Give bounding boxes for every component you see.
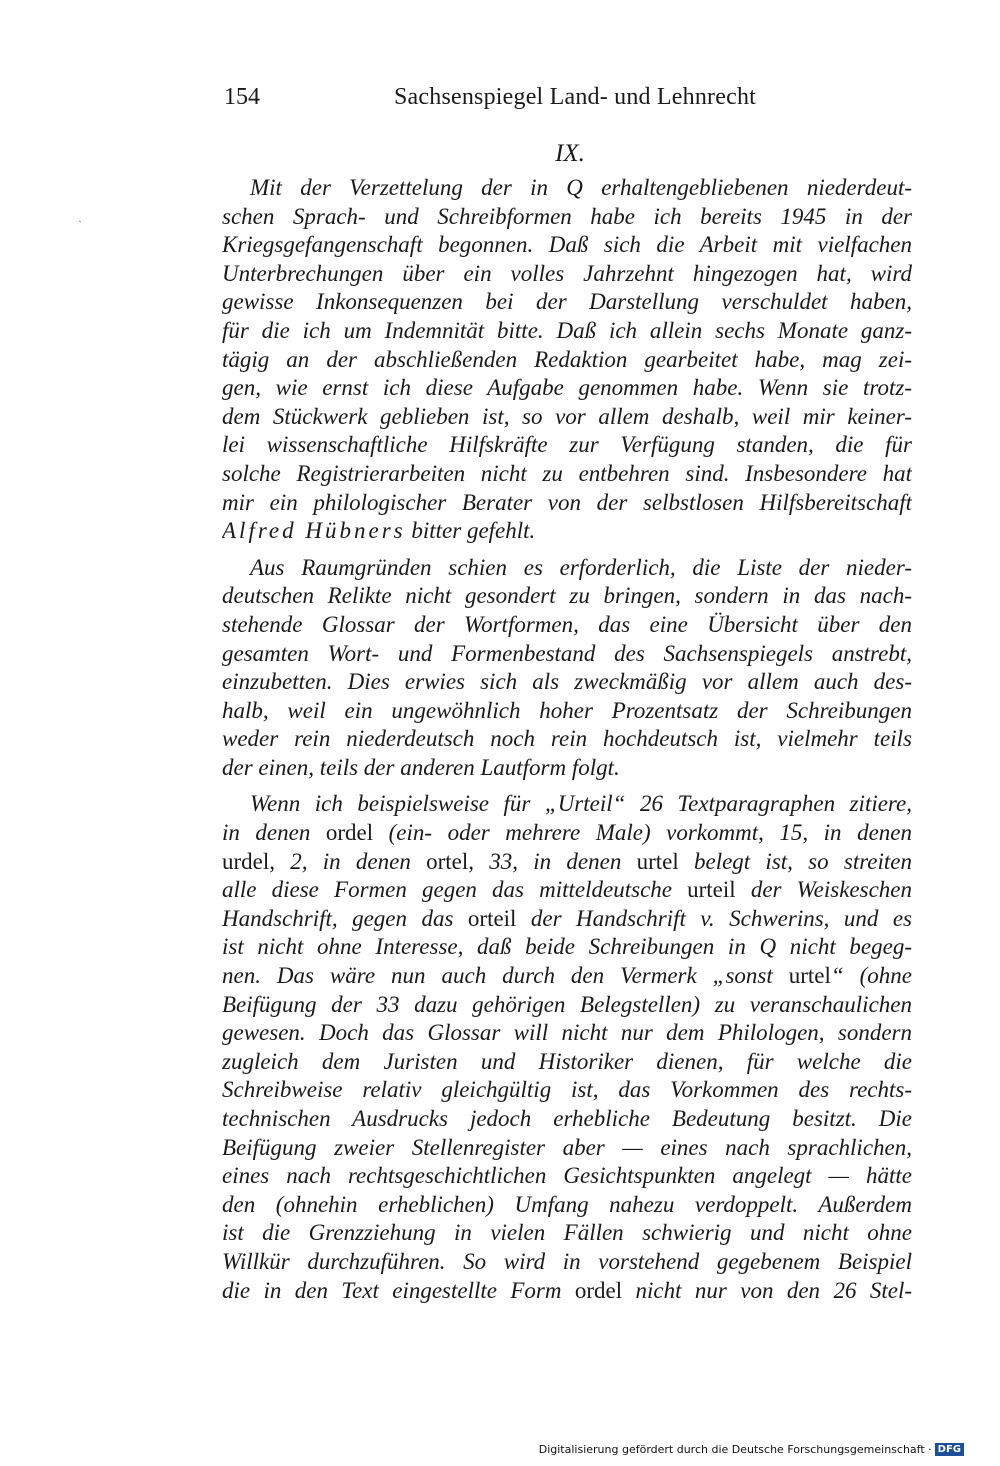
footer-credit — [539, 1443, 964, 1456]
line-segment: den (ohnehin erheblichen) Umfang nahezu verdoppelt. Außerdem — [222, 1191, 912, 1217]
text-line — [222, 1076, 912, 1105]
running-head: Sachsenspiegel Land- und Lehnrecht — [394, 84, 757, 110]
text-line — [222, 819, 912, 848]
line-segment: gewesen. Doch das Glossar will nicht nur dem Philologen, sondern — [222, 1020, 912, 1046]
footer-text: Digitalisierung gefördert durch die Deutsche Forschungsgemeinschaft · — [538, 1443, 932, 1456]
word-form: urtel — [788, 963, 831, 989]
word-form: ordel — [574, 1277, 623, 1303]
text-line — [222, 1219, 912, 1248]
text-line — [222, 1105, 912, 1134]
text-line: Aus Raumgründen schien es erforderlich, die Liste der nieder- — [250, 554, 912, 580]
word-form: orteil — [467, 905, 517, 931]
line-segment: Willkür durchzuführen. So wird in vorstehend gegebenem Beispiel — [222, 1248, 912, 1274]
text-line: für die ich um Indemnität bitte. Daß ich allein sechs Monate ganz- — [222, 317, 912, 343]
word-form: ortel — [426, 848, 469, 874]
text-line — [222, 790, 912, 819]
line-segment: belegt ist, so streiten — [678, 848, 912, 874]
line-segment: alle diese Formen gegen das mitteldeutsche — [222, 877, 688, 903]
text-line: gewisse Inkonsequenzen bei der Darstellung verschuldet haben, — [222, 289, 912, 315]
line-segment: in denen — [222, 820, 326, 846]
word-form: urtel — [636, 848, 679, 874]
text-line: gesamten Wort- und Formenbestand des Sachsenspiegels anstrebt, — [222, 640, 912, 666]
line-segment: , 33, in denen — [468, 848, 637, 874]
text-line: Mit der Verzettelung der in Q erhaltengebliebenen niederdeut- — [250, 175, 912, 200]
text-line: einzubetten. Dies erwies sich als zweckmäßig vor allem auch des- — [222, 669, 912, 695]
line-segment: Wenn ich beispielsweise für „Urteil“ 26 Textparagraphen zitiere, — [250, 791, 912, 817]
word-form: urteil — [687, 877, 736, 903]
line-segment: ist die Grenzziehung in vielen Fällen schwierig und nicht ohne — [222, 1220, 912, 1246]
paragraph-3 — [222, 790, 912, 1305]
text-line — [222, 517, 912, 546]
text-line: solche Registrierarbeiten nicht zu entbehren sind. Insbesondere hat — [222, 460, 912, 486]
line-segment: nicht nur von den 26 Stel- — [622, 1277, 912, 1303]
line-segment: “ (ohne — [830, 963, 912, 989]
text-line — [222, 905, 912, 934]
section-heading: IX. — [555, 140, 585, 167]
text-line — [222, 1248, 912, 1277]
text-line: der einen, teils der anderen Lautform folgt. — [222, 754, 620, 780]
line-segment: technischen Ausdrucks jedoch erhebliche Bedeutung besitzt. Die — [222, 1106, 912, 1131]
line-segment: die in den Text eingestellte Form — [222, 1277, 575, 1303]
text-line: deutschen Relikte nicht gesondert zu bringen, sondern in das nach- — [222, 583, 912, 609]
word-form: urdel — [222, 848, 270, 874]
line-segment: Handschrift, gegen das — [222, 905, 468, 931]
text-line — [222, 1277, 912, 1306]
text-line — [222, 1134, 912, 1163]
text-line: halb, weil ein ungewöhnlich hoher Prozentsatz der Schreibungen — [222, 697, 912, 723]
line-segment: Beifügung zweier Stellenregister aber — eines nach sprachlichen, — [222, 1134, 912, 1160]
text-line — [222, 1019, 912, 1048]
text-line — [222, 962, 912, 991]
line-segment: zugleich dem Juristen und Historiker dienen, für welche die — [222, 1048, 912, 1074]
text-line — [222, 991, 912, 1020]
body-text — [222, 174, 912, 1305]
text-line: Unterbrechungen über ein volles Jahrzehnt hingezogen hat, wird — [222, 260, 912, 286]
text-line: stehende Glossar der Wortformen, das eine Übersicht über den — [222, 611, 912, 637]
text-line: gen, wie ernst ich diese Aufgabe genommen habe. Wenn sie trotz- — [222, 375, 912, 401]
text-line: lei wissenschaftliche Hilfskräfte zur Verfügung standen, die für — [222, 432, 912, 458]
text-line: schen Sprach- und Schreibformen habe ich bereits 1945 in der — [222, 203, 912, 229]
line-segment: nen. Das wäre nun auch durch den Vermerk „sonst — [222, 963, 789, 989]
line-segment: der Weiskeschen — [735, 877, 912, 903]
line-segment: (ein- oder mehrere Male) vorkommt, 15, in denen — [373, 820, 912, 846]
text-line — [222, 1191, 912, 1220]
text-line — [222, 1048, 912, 1077]
line-segment: bitter gefehlt. — [405, 518, 536, 544]
line-segment: eines nach rechtsgeschichtlichen Gesichtspunkten angelegt — hätte — [222, 1163, 912, 1189]
line-segment: Beifügung der 33 dazu gehörigen Belegstellen) zu veranschaulichen — [222, 991, 912, 1017]
stray-mark: ` — [78, 218, 82, 232]
text-line — [222, 933, 912, 962]
line-segment: Schreibweise relativ gleichgültig ist, das Vorkommen des rechts- — [222, 1077, 912, 1103]
text-line — [222, 1162, 912, 1191]
text-line: dem Stückwerk geblieben ist, so vor allem deshalb, weil mir keiner- — [222, 403, 912, 429]
dfg-logo-icon: DFG — [935, 1443, 964, 1456]
spaced-name: Alfred Hübners — [222, 518, 406, 544]
line-segment: , 2, in denen — [269, 848, 427, 874]
text-line: Kriegsgefangenschaft begonnen. Daß sich die Arbeit mit vielfachen — [222, 232, 912, 258]
line-segment: ist nicht ohne Interesse, daß beide Schreibungen in Q nicht begeg- — [222, 934, 912, 960]
text-line — [222, 848, 912, 877]
text-line: mir ein philologischer Berater von der selbstlosen Hilfsbereitschaft — [222, 489, 912, 515]
text-line: weder rein niederdeutsch noch rein hochdeutsch ist, vielmehr teils — [222, 726, 912, 752]
paragraph-2 — [222, 554, 912, 783]
page-number: 154 — [224, 84, 260, 110]
text-line — [222, 876, 912, 905]
text-line: tägig an der abschließenden Redaktion gearbeitet habe, mag zei- — [222, 346, 912, 372]
line-segment: der Handschrift v. Schwerins, und es — [516, 905, 912, 931]
paragraph-1 — [222, 174, 912, 546]
word-form: ordel — [325, 820, 374, 846]
